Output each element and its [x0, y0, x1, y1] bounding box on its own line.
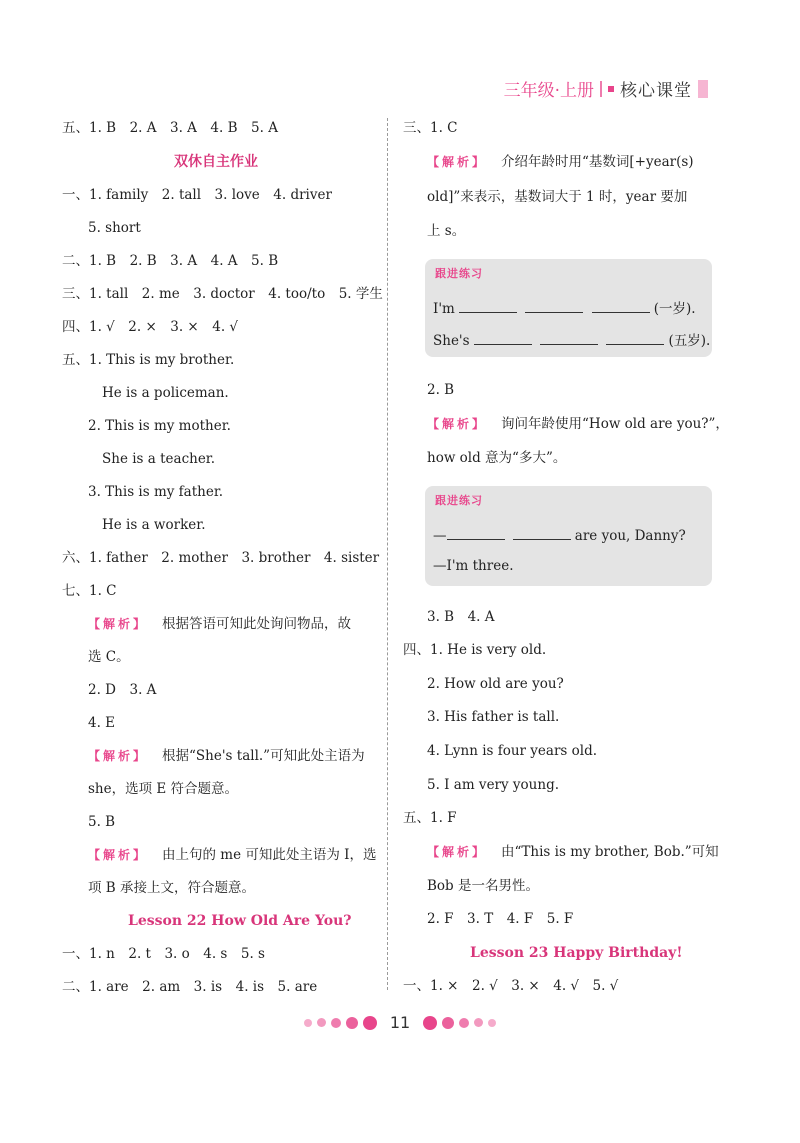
analysis-line: [427, 152, 694, 172]
answer-line: Bob 是一名男性。: [427, 878, 539, 894]
dot-icon: [488, 1019, 496, 1027]
answer-line: 5. short: [88, 220, 141, 236]
dot-icon: [459, 1018, 469, 1028]
answer-line: 4. E: [88, 715, 116, 731]
answer-line: 五、1. This is my brother.: [62, 352, 235, 368]
practice-line: [433, 297, 696, 317]
practice-hint: (五岁).: [668, 333, 711, 349]
analysis-tag: 【解析】: [427, 845, 488, 859]
answer-line: He is a worker.: [102, 517, 206, 533]
dot-icon: [423, 1016, 437, 1030]
analysis-line: [88, 845, 377, 865]
lesson-title: Lesson 22 How Old Are You?: [128, 913, 352, 929]
answer-blank[interactable]: [474, 330, 532, 345]
answer-line: how old 意为“多大”。: [427, 450, 567, 466]
analysis-line: [88, 614, 351, 634]
page-footer: [0, 1013, 800, 1032]
analysis-text: 由上句的 me 可知此处主语为 I，选: [162, 847, 377, 863]
answer-line: 一、1. × 2. √ 3. × 4. √ 5. √: [403, 978, 619, 994]
answer-line: 4. Lynn is four years old.: [427, 743, 598, 759]
answer-line: 二、1. are 2. am 3. is 4. is 5. are: [62, 979, 318, 995]
answer-blank[interactable]: [592, 298, 650, 313]
answer-line: 一、1. n 2. t 3. o 4. s 5. s: [62, 946, 265, 962]
answer-line: 2. F 3. T 4. F 5. F: [427, 911, 574, 927]
answer-line: 五、1. B 2. A 3. A 4. B 5. A: [62, 120, 278, 136]
practice-text: I'm: [433, 301, 455, 317]
dot-icon: [474, 1018, 483, 1027]
analysis-text: 根据答语可知此处询问物品，故: [162, 616, 352, 632]
answer-blank[interactable]: [525, 298, 583, 313]
analysis-tag: 【解析】: [88, 848, 149, 862]
answer-line: she，选项 E 符合题意。: [88, 781, 239, 797]
answer-blank[interactable]: [540, 330, 598, 345]
answer-line: 2. How old are you?: [427, 676, 564, 692]
answer-line: 5. I am very young.: [427, 777, 560, 793]
answer-blank[interactable]: [513, 525, 571, 540]
analysis-text: 询问年龄使用“How old are you?”，: [501, 416, 729, 432]
answer-line: 五、1. F: [403, 810, 457, 826]
section-label: 核心课堂: [620, 81, 692, 101]
practice-line: —I'm three.: [433, 558, 514, 574]
answer-line: 5. B: [88, 814, 116, 830]
dot-icon: [363, 1016, 377, 1030]
practice-text: She's: [433, 333, 470, 349]
header-divider: [600, 81, 602, 97]
dot-icon: [346, 1017, 358, 1029]
answer-line: 2. B: [427, 382, 455, 398]
bar-icon: [698, 80, 708, 98]
practice-box: [425, 486, 712, 586]
analysis-tag: 【解析】: [88, 749, 149, 763]
page-header: [504, 76, 708, 101]
answer-line: She is a teacher.: [102, 451, 216, 467]
grade-label: 三年级·上册: [503, 81, 594, 101]
answer-blank[interactable]: [606, 330, 664, 345]
practice-title: 跟进练习: [435, 494, 483, 507]
practice-box: [425, 259, 712, 357]
answer-line: 上 s。: [427, 223, 466, 239]
dot-icon: [304, 1019, 312, 1027]
square-icon: [608, 86, 614, 92]
analysis-tag: 【解析】: [427, 417, 488, 431]
answer-line: 四、1. He is very old.: [403, 642, 547, 658]
analysis-line: [427, 414, 729, 434]
answer-line: 二、1. B 2. B 3. A 4. A 5. B: [62, 253, 279, 269]
column-divider: [387, 118, 388, 990]
answer-line: 三、1. tall 2. me 3. doctor 4. too/to 5. 学生: [62, 286, 383, 302]
dot-icon: [442, 1017, 454, 1029]
answer-line: He is a policeman.: [102, 385, 229, 401]
answer-line: 四、1. √ 2. × 3. × 4. √: [62, 319, 239, 335]
analysis-text: 由“This is my brother, Bob.”可知: [501, 844, 719, 860]
answer-line: 一、1. family 2. tall 3. love 4. driver: [62, 187, 332, 203]
answer-line: 3. B 4. A: [427, 609, 495, 625]
analysis-tag: 【解析】: [88, 617, 149, 631]
answer-blank[interactable]: [447, 525, 505, 540]
answer-line: 三、1. C: [403, 120, 458, 136]
answer-line: 选 C。: [88, 649, 130, 665]
answer-line: 七、1. C: [62, 583, 117, 599]
practice-line: [433, 329, 710, 349]
analysis-text: 介绍年龄时用“基数词[+year(s): [501, 154, 694, 170]
answer-line: 2. This is my mother.: [88, 418, 231, 434]
answer-line: old]”来表示，基数词大于 1 时，year 要加: [427, 189, 688, 205]
answer-line: 项 B 承接上文，符合题意。: [88, 880, 256, 896]
answer-blank[interactable]: [459, 298, 517, 313]
lesson-title: Lesson 23 Happy Birthday!: [470, 945, 683, 961]
analysis-tag: 【解析】: [427, 155, 488, 169]
answer-line: 2. D 3. A: [88, 682, 157, 698]
analysis-line: [427, 842, 719, 862]
page-number: 11: [389, 1013, 411, 1032]
answer-line: 3. This is my father.: [88, 484, 224, 500]
section-title: 双休自主作业: [174, 154, 258, 170]
answer-line: 3. His father is tall.: [427, 709, 560, 725]
practice-text: —: [433, 528, 447, 544]
practice-title: 跟进练习: [435, 267, 483, 280]
practice-text: are you, Danny?: [574, 528, 686, 544]
dot-icon: [331, 1018, 341, 1028]
dot-icon: [317, 1018, 326, 1027]
practice-line: [433, 525, 686, 544]
practice-hint: (一岁).: [653, 301, 696, 317]
answer-line: 六、1. father 2. mother 3. brother 4. sister: [62, 550, 380, 566]
analysis-line: [88, 746, 365, 766]
analysis-text: 根据“She's tall.”可知此处主语为: [162, 748, 365, 764]
